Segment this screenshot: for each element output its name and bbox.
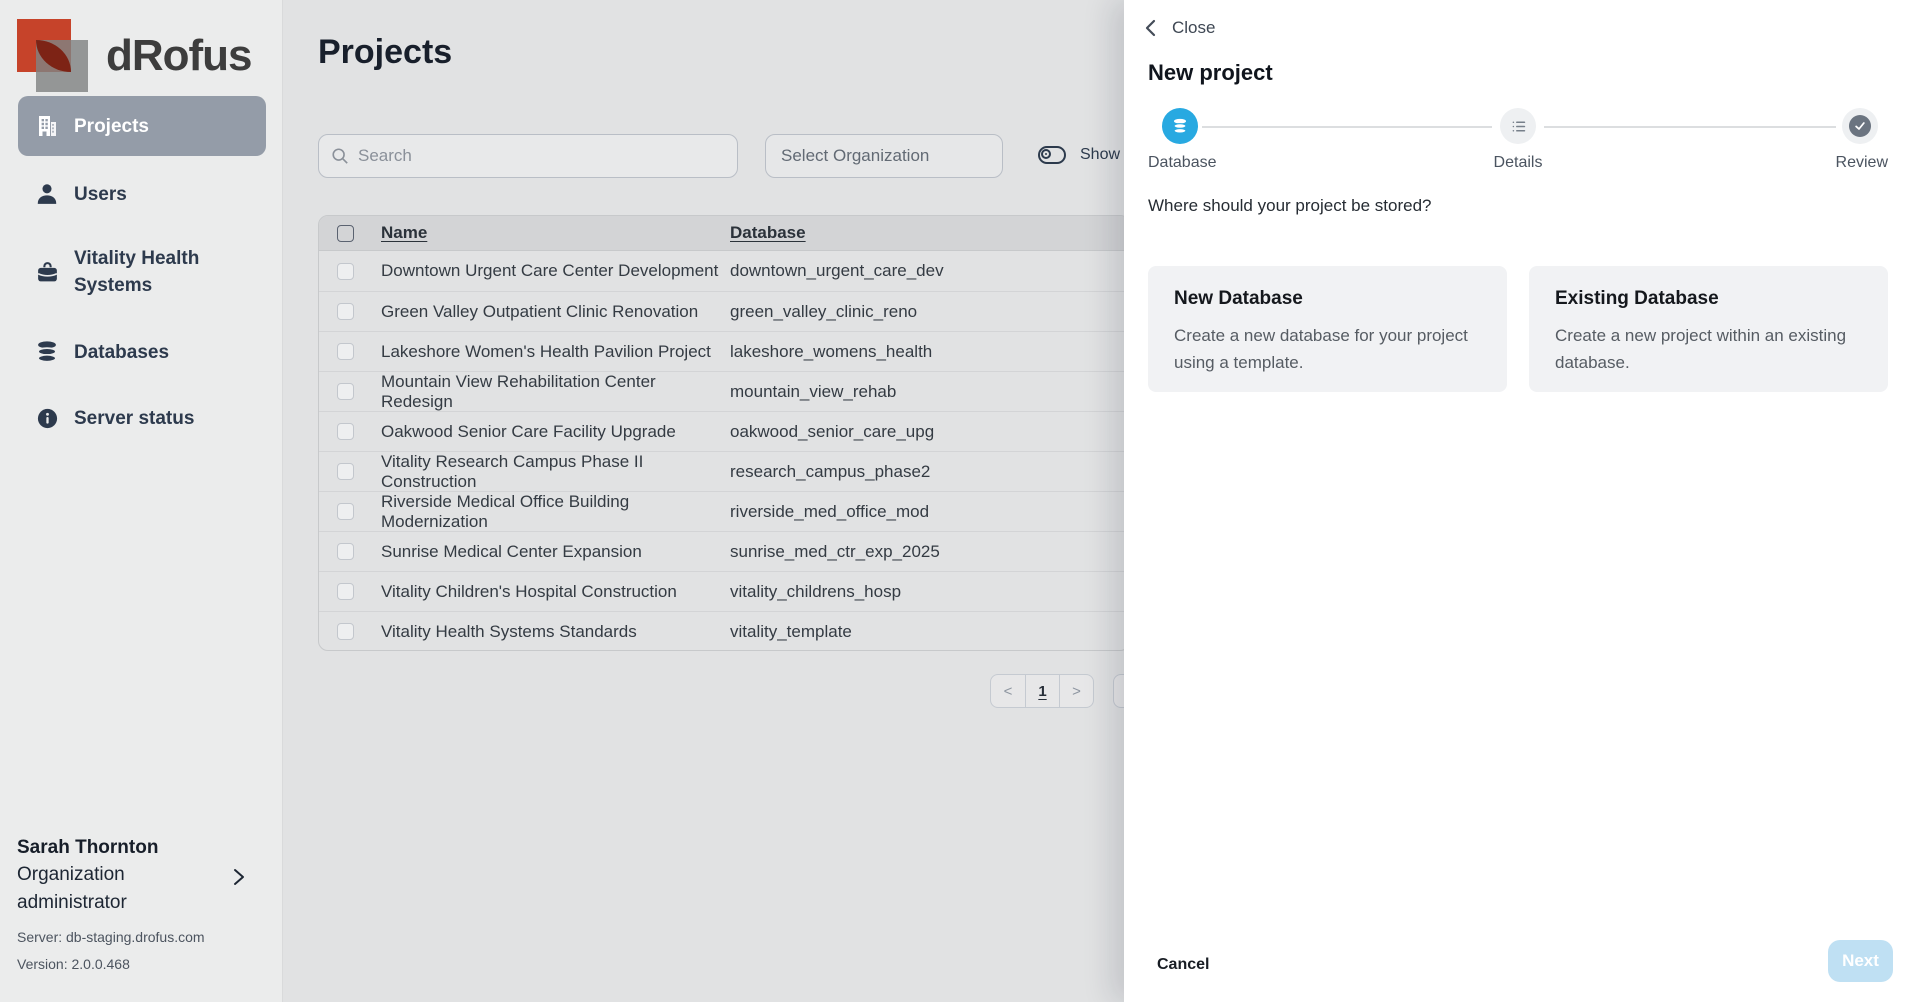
sidebar-item-label: Databases (74, 341, 170, 363)
select-all-checkbox[interactable] (337, 225, 354, 242)
user-role: Organization administrator (17, 864, 127, 913)
project-name-cell: Oakwood Senior Care Facility Upgrade (381, 421, 676, 441)
show-toggle-label: Show (1080, 146, 1121, 163)
wizard-stepper (1148, 108, 1888, 176)
previous-page-button[interactable]: < (1003, 682, 1013, 700)
row-checkbox[interactable] (337, 583, 354, 600)
table-row[interactable] (319, 571, 1129, 611)
project-name-cell: Lakeshore Women's Health Pavilion Project (381, 341, 711, 361)
version-info: Version: 2.0.0.468 (17, 956, 130, 972)
table-row[interactable] (319, 251, 1129, 291)
search-box (318, 134, 738, 178)
project-database-cell: sunrise_med_ctr_exp_2025 (730, 541, 940, 561)
column-header-name[interactable]: Name (381, 223, 428, 242)
organization-select-value: Select Organization (781, 146, 930, 165)
table-row[interactable] (319, 371, 1129, 411)
project-name-cell: Riverside Medical Office Building Modernization (381, 491, 630, 531)
project-database-cell: vitality_template (730, 621, 852, 641)
column-header-database[interactable]: Database (730, 223, 806, 242)
step-details-icon (1500, 108, 1536, 144)
row-checkbox[interactable] (337, 543, 354, 560)
server-info: Server: db-staging.drofus.com (17, 929, 205, 945)
step-review-icon (1842, 108, 1878, 144)
option-title: Existing Database (1555, 288, 1719, 309)
table-row[interactable] (319, 411, 1129, 451)
user-icon (34, 181, 60, 207)
table-row[interactable] (319, 611, 1129, 651)
table-row[interactable] (319, 491, 1129, 531)
row-checkbox[interactable] (337, 623, 354, 640)
page-title: Projects (318, 33, 453, 71)
close-label: Close (1172, 18, 1216, 37)
close-panel-button[interactable] (1144, 18, 1215, 38)
sidebar-item-projects[interactable] (18, 96, 266, 156)
user-menu[interactable] (17, 861, 267, 917)
pagination (990, 674, 1094, 708)
row-checkbox[interactable] (337, 303, 354, 320)
user-name: Sarah Thornton (17, 837, 159, 858)
current-page-button[interactable]: 1 (1025, 675, 1059, 707)
option-description: Create a new project within an existing database. (1555, 326, 1847, 372)
sidebar (0, 0, 283, 1002)
row-checkbox[interactable] (337, 343, 354, 360)
option-title: New Database (1174, 288, 1303, 309)
panel-title: New project (1148, 60, 1273, 85)
next-page-button[interactable]: > (1059, 675, 1093, 707)
table-row[interactable] (319, 531, 1129, 571)
step-label-database: Database (1148, 154, 1217, 171)
sidebar-item-databases[interactable] (18, 326, 266, 378)
project-database-cell: research_campus_phase2 (730, 461, 931, 481)
project-database-cell: vitality_childrens_hosp (730, 581, 902, 601)
project-name-cell: Vitality Research Campus Phase II Construction (381, 451, 644, 491)
cancel-button[interactable]: Cancel (1157, 956, 1210, 973)
table-row[interactable] (319, 291, 1129, 331)
step-connector (1544, 126, 1836, 128)
storage-question: Where should your project be stored? (1148, 196, 1432, 215)
organization-select[interactable] (765, 134, 1003, 178)
logo-wordmark: dRofus (106, 31, 252, 80)
projects-table-body (319, 251, 1129, 651)
briefcase-icon (34, 259, 60, 285)
project-name-cell: Green Valley Outpatient Clinic Renovation (381, 301, 699, 321)
sidebar-item-users[interactable] (18, 168, 266, 220)
new-project-panel (1124, 0, 1912, 1002)
search-icon (331, 147, 349, 165)
search-input[interactable] (358, 146, 725, 166)
row-checkbox[interactable] (337, 503, 354, 520)
project-database-cell: riverside_med_office_mod (730, 501, 930, 521)
sidebar-item-label: Users (74, 183, 127, 205)
sidebar-item-server-status[interactable] (18, 392, 266, 444)
chevron-left-icon (1144, 19, 1156, 37)
step-label-review: Review (1835, 154, 1888, 171)
show-toggle-group (1038, 146, 1120, 164)
new-database-card[interactable] (1148, 266, 1507, 392)
project-database-cell: mountain_view_rehab (730, 381, 897, 401)
project-name-cell: Mountain View Rehabilitation Center Redesign (381, 371, 656, 411)
project-database-cell: downtown_urgent_care_dev (730, 261, 944, 280)
project-name-cell: Downtown Urgent Care Center Development (381, 261, 719, 280)
project-name-cell: Sunrise Medical Center Expansion (381, 541, 642, 561)
sidebar-item-label: Vitality Health Systems (74, 248, 200, 296)
projects-table-header (319, 216, 1129, 251)
row-checkbox[interactable] (337, 463, 354, 480)
info-icon (34, 405, 60, 431)
sidebar-item-organization[interactable] (18, 234, 266, 310)
existing-database-card[interactable] (1529, 266, 1888, 392)
project-database-cell: oakwood_senior_care_upg (730, 421, 935, 441)
next-button[interactable]: Next (1828, 940, 1893, 982)
building-icon (34, 113, 60, 139)
chevron-right-icon (232, 867, 245, 887)
toggle-knob-icon (1041, 149, 1051, 159)
option-description: Create a new database for your project using a template. (1174, 326, 1468, 372)
table-row[interactable] (319, 331, 1129, 371)
row-checkbox[interactable] (337, 383, 354, 400)
step-label-details: Details (1493, 154, 1543, 171)
step-connector (1202, 126, 1492, 128)
step-database-icon (1162, 108, 1198, 144)
row-checkbox[interactable] (337, 263, 354, 280)
show-toggle[interactable] (1038, 146, 1066, 164)
row-checkbox[interactable] (337, 423, 354, 440)
sidebar-item-label: Projects (74, 115, 149, 137)
check-icon (1849, 115, 1871, 137)
drofus-logo-icon (17, 19, 109, 95)
project-database-cell: green_valley_clinic_reno (730, 301, 918, 321)
projects-table (318, 215, 1130, 651)
database-icon (34, 339, 60, 365)
storage-options (1148, 266, 1888, 392)
project-name-cell: Vitality Children's Hospital Construction (381, 581, 677, 601)
sidebar-item-label: Server status (74, 407, 195, 429)
project-name-cell: Vitality Health Systems Standards (381, 621, 637, 641)
sidebar-footer (17, 837, 267, 1002)
table-row[interactable] (319, 451, 1129, 491)
project-database-cell: lakeshore_womens_health (730, 341, 933, 361)
